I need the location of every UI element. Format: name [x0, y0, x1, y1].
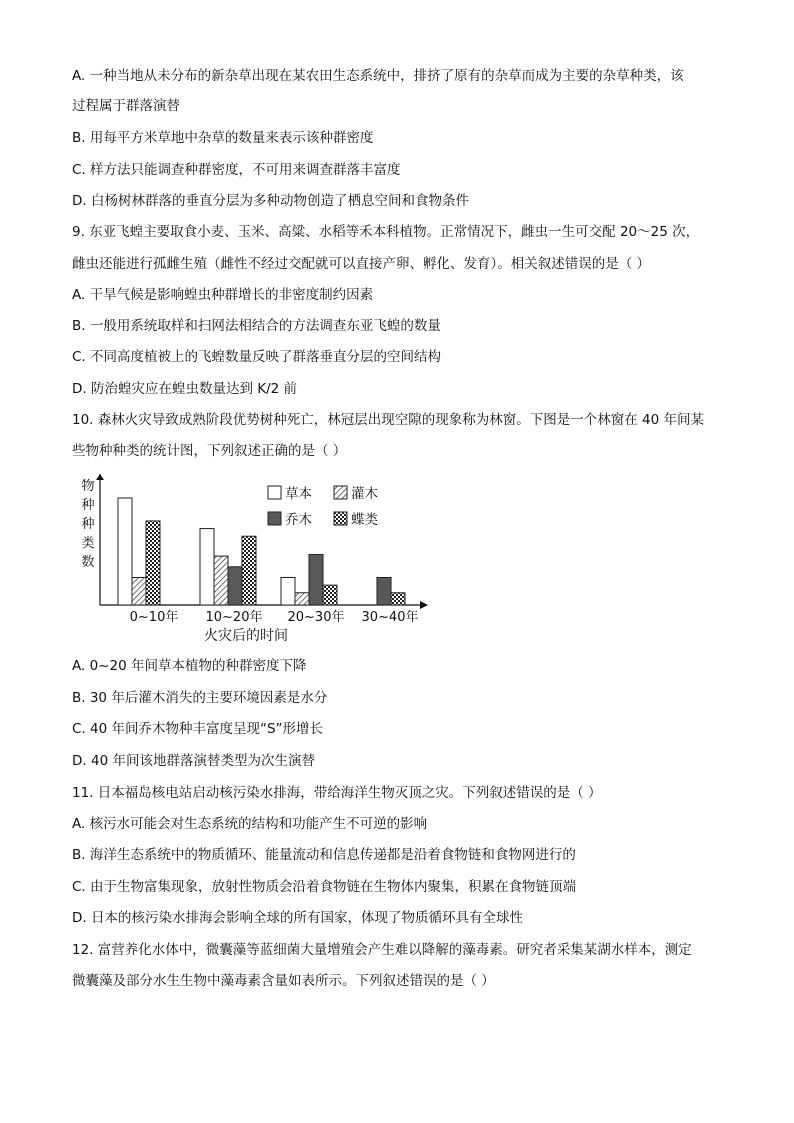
line-q11s: 11. 日本福岛核电站启动核污染水排海，带给海洋生物灭顶之灾。下列叙述错误的是（ ）	[72, 785, 602, 801]
bar-蝶类-3	[391, 593, 405, 605]
line-q11c: C. 由于生物富集现象，放射性物质会沿着食物链在生物体内聚集，积累在食物链顶端	[72, 879, 577, 895]
legend-swatch-灌木	[334, 486, 347, 499]
x-tick-label: 20~30年	[287, 610, 345, 625]
y-label-char: 种	[81, 517, 95, 532]
x-axis-label: 火灾后的时间	[204, 628, 288, 644]
line-q12s1: 12. 富营养化水体中，微囊藻等蓝细菌大量增殖会产生难以降解的藻毒素。研究者采集某湖水样本，测定	[72, 942, 692, 958]
species-count-chart	[72, 474, 442, 650]
bar-灌木-1	[214, 556, 228, 605]
line-q10d: D. 40 年间该地群落演替类型为次生演替	[72, 753, 315, 769]
line-q8a2: 过程属于群落演替	[72, 98, 180, 114]
bar-草本-0	[118, 498, 132, 605]
y-label-char: 种	[81, 498, 95, 513]
line-q9s1: 9. 东亚飞蝗主要取食小麦、玉米、高粱、水稻等禾本科植物。正常情况下，雌虫一生可交配 20～25 次，	[72, 224, 700, 240]
line-q8c: C. 样方法只能调查种群密度，不可用来调查群落丰富度	[72, 162, 401, 178]
bar-乔木-2	[309, 555, 323, 605]
line-q11a: A. 核污水可能会对生态系统的结构和功能产生不可逆的影响	[72, 816, 428, 832]
line-q9b: B. 一般用系统取样和扫网法相结合的方法调查东亚飞蝗的数量	[72, 318, 441, 334]
line-q10c: C. 40 年间乔木物种丰富度呈现“S”形增长	[72, 721, 324, 737]
y-axis-arrow	[96, 474, 104, 480]
line-q9d: D. 防治蝗灾应在蝗虫数量达到 K/2 前	[72, 381, 298, 397]
bar-蝶类-2	[323, 585, 337, 605]
y-label-char: 类	[81, 536, 95, 551]
bar-乔木-1	[228, 567, 242, 605]
line-q9a: A. 干旱气候是影响蝗虫种群增长的非密度制约因素	[72, 287, 374, 303]
y-label-char: 物	[81, 479, 95, 494]
bar-chart	[72, 474, 442, 646]
line-q8b: B. 用每平方米草地中杂草的数量来表示该种群密度	[72, 130, 374, 146]
bar-蝶类-0	[146, 521, 160, 605]
x-tick-label: 10~20年	[205, 610, 263, 625]
bar-草本-1	[200, 529, 214, 605]
bar-草本-2	[281, 577, 295, 605]
line-q9c: C. 不同高度植被上的飞蝗数量反映了群落垂直分层的空间结构	[72, 349, 442, 365]
legend-swatch-乔木	[268, 512, 281, 525]
line-q9s2: 雌虫还能进行孤雌生殖（雌性不经过交配就可以直接产卵、孵化、发育）。相关叙述错误的是（ ）	[72, 256, 651, 272]
bar-灌木-2	[295, 593, 309, 605]
legend-swatch-草本	[268, 486, 281, 499]
x-tick-label: 0~10年	[129, 610, 179, 625]
line-q8a1: A. 一种当地从未分布的新杂草出现在某农田生态系统中，排挤了原有的杂草而成为主要的杂草种类，该	[72, 68, 684, 84]
y-axis-label	[81, 478, 94, 570]
line-q10b: B. 30 年后灌木消失的主要环境因素是水分	[72, 690, 328, 706]
chart-legend	[268, 485, 378, 528]
line-q12s2: 微囊藻及部分水生生物中藻毒素含量如表所示。下列叙述错误的是（ ）	[72, 973, 495, 989]
legend-label-草本: 草本	[285, 486, 312, 502]
bar-灌木-0	[132, 577, 146, 605]
x-tick-label: 30~40年	[361, 610, 419, 625]
legend-label-蝶类: 蝶类	[351, 512, 378, 528]
bar-乔木-3	[377, 577, 391, 605]
y-label-char: 数	[81, 555, 95, 570]
legend-label-乔木: 乔木	[285, 512, 312, 528]
legend-swatch-蝶类	[334, 512, 347, 525]
line-q10s2: 些物种种类的统计图，下列叙述正确的是（ ）	[72, 443, 347, 459]
line-q8d: D. 白杨树林群落的垂直分层为多种动物创造了栖息空间和食物条件	[72, 193, 469, 209]
line-q11b: B. 海洋生态系统中的物质循环、能量流动和信息传递都是沿着食物链和食物网进行的	[72, 847, 576, 863]
x-axis-arrow	[420, 601, 428, 609]
line-q10s1: 10. 森林火灾导致成熟阶段优势树种死亡，林冠层出现空隙的现象称为林窗。下图是一个林窗在 40 年间某	[72, 412, 705, 428]
line-q11d: D. 日本的核污染水排海会影响全球的所有国家，体现了物质循环具有全球性	[72, 910, 523, 926]
line-q10a: A. 0~20 年间草本植物的种群密度下降	[72, 658, 307, 674]
legend-label-灌木: 灌木	[351, 486, 378, 502]
bar-蝶类-1	[242, 536, 256, 605]
